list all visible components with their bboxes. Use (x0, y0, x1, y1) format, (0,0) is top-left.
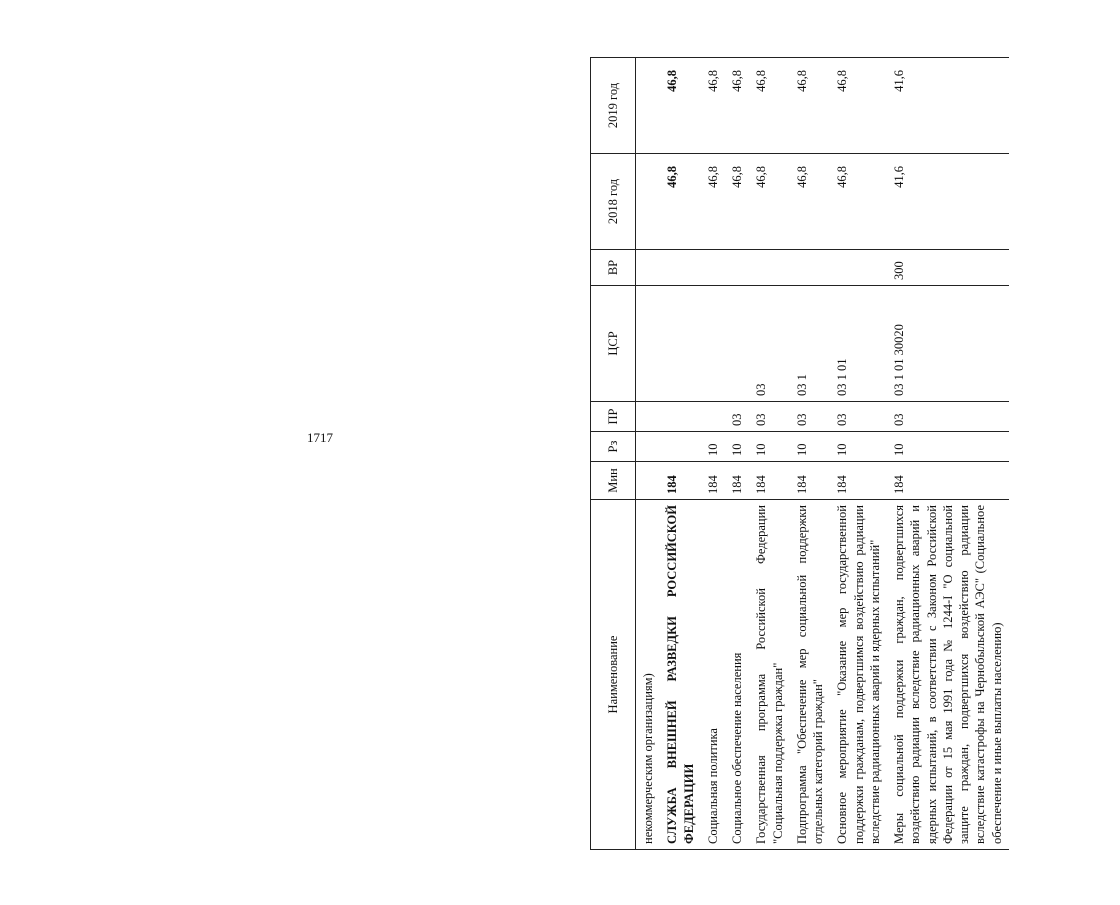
cell-mn: 184 (830, 462, 887, 500)
cell-csr: 03 1 (790, 286, 831, 402)
cell-y2019 (636, 58, 661, 154)
cell-pr: 03 (887, 402, 1009, 432)
budget-table-sheet (590, 58, 1120, 850)
header-mn: Мин (591, 462, 636, 500)
table-row (887, 58, 1009, 850)
cell-pr: 03 (790, 402, 831, 432)
cell-pr: 03 (749, 402, 790, 432)
cell-vr (725, 250, 749, 286)
cell-pr (701, 402, 725, 432)
cell-vr (636, 250, 661, 286)
cell-csr (725, 286, 749, 402)
cell-rz (636, 432, 661, 462)
cell-vr: 300 (887, 250, 1009, 286)
header-rz: Рз (591, 432, 636, 462)
cell-name: Социальное обеспечение населения (725, 500, 749, 850)
cell-vr (790, 250, 831, 286)
table-row (660, 58, 701, 850)
header-vr: ВР (591, 250, 636, 286)
cell-y2018 (636, 154, 661, 250)
cell-mn: 184 (749, 462, 790, 500)
cell-rz: 10 (830, 432, 887, 462)
cell-csr: 03 (749, 286, 790, 402)
cell-csr: 03 1 01 30020 (887, 286, 1009, 402)
table-row (725, 58, 749, 850)
cell-pr: 03 (830, 402, 887, 432)
cell-mn: 184 (887, 462, 1009, 500)
cell-csr (636, 286, 661, 402)
cell-pr: 03 (725, 402, 749, 432)
cell-vr (701, 250, 725, 286)
header-2018: 2018 год (591, 154, 636, 250)
cell-name: СЛУЖБА ВНЕШНЕЙ РАЗВЕДКИ РОССИЙСКОЙ ФЕДЕРАЦИИ (660, 500, 701, 850)
table-header-row (591, 58, 636, 850)
cell-mn: 184 (701, 462, 725, 500)
cell-name: Основное мероприятие "Оказание мер государственной поддержки гражданам, подвергшимся воздействию радиации вследствие радиационных аварий и ядерных испытаний" (830, 500, 887, 850)
cell-y2019: 46,8 (660, 58, 701, 154)
cell-rz (660, 432, 701, 462)
header-2019: 2019 год (591, 58, 636, 154)
table-row (790, 58, 831, 850)
cell-csr: 03 1 01 (830, 286, 887, 402)
header-csr: ЦСР (591, 286, 636, 402)
cell-mn: 184 (660, 462, 701, 500)
table-row (830, 58, 887, 850)
cell-name: Подпрограмма "Обеспечение мер социальной поддержки отдельных категорий граждан" (790, 500, 831, 850)
header-name: Наименование (591, 500, 636, 850)
cell-name: некоммерческим организациям) (636, 500, 661, 850)
cell-y2019: 46,8 (701, 58, 725, 154)
header-pr: ПР (591, 402, 636, 432)
cell-pr (660, 402, 701, 432)
cell-y2019: 46,8 (830, 58, 887, 154)
cell-mn: 184 (725, 462, 749, 500)
cell-y2018: 46,8 (830, 154, 887, 250)
cell-name: Меры социальной поддержки граждан, подвергшихся воздействию радиации вследствие радиационных аварий и ядерных испытаний, в соответствии с Законом Российской Федерации от 15 мая 1991 года № 1244-I "О социальной защите граждан, подвергшихся воздействию радиации вследствие катастрофы на Чернобыльской АЭС" (Социальное обеспечение и иные выплаты населению) (887, 500, 1009, 850)
cell-y2019: 46,8 (725, 58, 749, 154)
table-row (636, 58, 661, 850)
cell-vr (660, 250, 701, 286)
cell-rz: 10 (749, 432, 790, 462)
cell-y2019: 46,8 (790, 58, 831, 154)
page-number: 1717 (307, 430, 333, 445)
cell-rz: 10 (725, 432, 749, 462)
cell-vr (830, 250, 887, 286)
cell-y2018: 41,6 (887, 154, 1009, 250)
cell-pr (636, 402, 661, 432)
budget-table (590, 57, 1009, 850)
cell-name: Социальная политика (701, 500, 725, 850)
cell-y2018: 46,8 (701, 154, 725, 250)
cell-rz: 10 (701, 432, 725, 462)
cell-mn (636, 462, 661, 500)
cell-name: Государственная программа Российской Федерации "Социальная поддержка граждан" (749, 500, 790, 850)
cell-csr (660, 286, 701, 402)
cell-y2018: 46,8 (749, 154, 790, 250)
cell-y2018: 46,8 (725, 154, 749, 250)
cell-vr (749, 250, 790, 286)
cell-csr (701, 286, 725, 402)
table-row (701, 58, 725, 850)
cell-y2018: 46,8 (660, 154, 701, 250)
cell-rz: 10 (887, 432, 1009, 462)
cell-y2019: 46,8 (749, 58, 790, 154)
cell-mn: 184 (790, 462, 831, 500)
cell-rz: 10 (790, 432, 831, 462)
cell-y2018: 46,8 (790, 154, 831, 250)
cell-y2019: 41,6 (887, 58, 1009, 154)
table-row (749, 58, 790, 850)
